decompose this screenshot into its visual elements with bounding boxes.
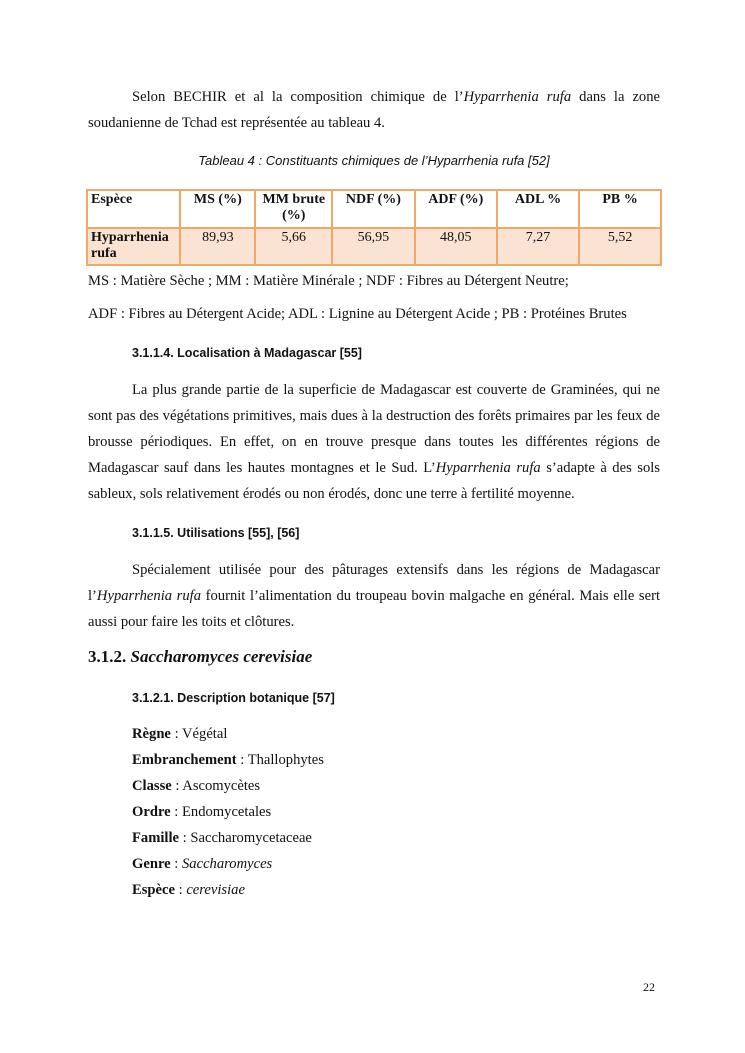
cell-espece: Hyparrhenia rufa <box>87 228 180 265</box>
table-caption: Tableau 4 : Constituants chimiques de l’Hyparrhenia rufa [52] <box>198 153 550 168</box>
taxonomy-value: Endomycetales <box>182 804 272 820</box>
chemical-table <box>86 189 662 266</box>
taxonomy-value: Saccharomyces <box>182 856 273 872</box>
taxonomy-item-classe: Classe : Ascomycètes <box>132 778 261 794</box>
header-ms: MS (%) <box>180 190 255 228</box>
paragraph-3114-text-a: La plus grande partie de la superficie de Madagascar est couverte de Graminées, qui ne sont pas des végétations primitives, mais dues à la destruction des forêts primaires par les feux de brousse périodiques. En effet, on en trouve presque dans toutes les différentes régions de Madagascar sauf dans les hautes montagnes et le Sud. L’ <box>88 382 660 476</box>
taxonomy-item-regne: Règne : Végétal <box>132 726 228 742</box>
page-number: 22 <box>643 980 655 994</box>
table-row <box>87 228 661 265</box>
paragraph-3115-text-b: fournit l’alimentation du troupeau bovin malgache en général. Mais elle sert aussi pour faire les toits et clôtures. <box>88 588 661 630</box>
cell-ndf: 56,95 <box>332 228 414 265</box>
taxonomy-list <box>132 721 324 903</box>
paragraph-3115 <box>88 557 660 635</box>
intro-text-a: Selon BECHIR et al la composition chimique de l’ <box>132 89 464 105</box>
abbreviations-line-1: MS : Matière Sèche ; MM : Matière Minérale ; NDF : Fibres au Détergent Neutre; <box>88 273 569 289</box>
header-pb: PB % <box>579 190 661 228</box>
heading-312 <box>88 647 312 667</box>
heading-3121: 3.1.2.1. Description botanique [57] <box>132 691 335 705</box>
paragraph-3114 <box>88 377 660 507</box>
intro-text-b: dans la zone soudanienne de Tchad est représentée au tableau 4. <box>88 89 661 131</box>
taxonomy-item-genre: Genre : Saccharomyces <box>132 856 273 872</box>
taxonomy-value: Ascomycètes <box>182 778 261 794</box>
taxonomy-label: Ordre <box>132 804 171 820</box>
header-ndf: NDF (%) <box>332 190 414 228</box>
taxonomy-label: Règne <box>132 726 171 742</box>
paragraph-3115-species-italic: Hyparrhenia rufa <box>96 588 202 604</box>
header-espece: Espèce <box>87 190 180 228</box>
taxonomy-item-famille: Famille : Saccharomycetaceae <box>132 830 312 846</box>
paragraph-3115-text-a: Spécialement utilisée pour des pâturages extensifs dans les régions de Madagascar l’ <box>88 562 660 604</box>
intro-species-italic: Hyparrhenia rufa <box>463 89 572 105</box>
taxonomy-value: cerevisiae <box>186 882 245 898</box>
cell-pb: 5,52 <box>579 228 661 265</box>
taxonomy-label: Classe <box>132 778 172 794</box>
taxonomy-label: Famille <box>132 830 180 846</box>
taxonomy-value: Végétal <box>182 726 228 742</box>
heading-312-number: 3.1.2. <box>88 647 127 666</box>
heading-312-title: Saccharomyces cerevisiae <box>130 647 313 666</box>
taxonomy-label: Espèce <box>132 882 175 898</box>
abbreviations-line-2: ADF : Fibres au Détergent Acide; ADL : Lignine au Détergent Acide ; PB : Protéines Brutes <box>88 306 627 322</box>
cell-adf: 48,05 <box>415 228 497 265</box>
taxonomy-value: Thallophytes <box>247 752 324 768</box>
header-mm-brute: MM brute (%) <box>255 190 332 228</box>
heading-3114: 3.1.1.4. Localisation à Madagascar [55] <box>132 346 362 360</box>
header-adl: ADL % <box>497 190 579 228</box>
taxonomy-item-ordre: Ordre : Endomycetales <box>132 804 272 820</box>
paragraph-3114-text-b: s’adapte à des sols sableux, sols relativement érodés ou non érodés, donc une terre à fertilité moyenne. <box>88 460 660 502</box>
header-adf: ADF (%) <box>415 190 497 228</box>
paragraph-3114-species-italic: Hyparrhenia rufa <box>435 460 541 476</box>
taxonomy-label: Genre <box>132 856 171 872</box>
taxonomy-item-embranchement: Embranchement : Thallophytes <box>132 752 324 768</box>
taxonomy-item-espece: Espèce : cerevisiae <box>132 882 245 898</box>
taxonomy-label: Embranchement <box>132 752 237 768</box>
cell-mm-brute: 5,66 <box>255 228 332 265</box>
cell-ms: 89,93 <box>180 228 255 265</box>
table-header-row <box>87 190 661 228</box>
cell-adl: 7,27 <box>497 228 579 265</box>
taxonomy-value: Saccharomycetaceae <box>190 830 312 846</box>
intro-paragraph <box>88 84 660 136</box>
heading-3115: 3.1.1.5. Utilisations [55], [56] <box>132 526 300 540</box>
